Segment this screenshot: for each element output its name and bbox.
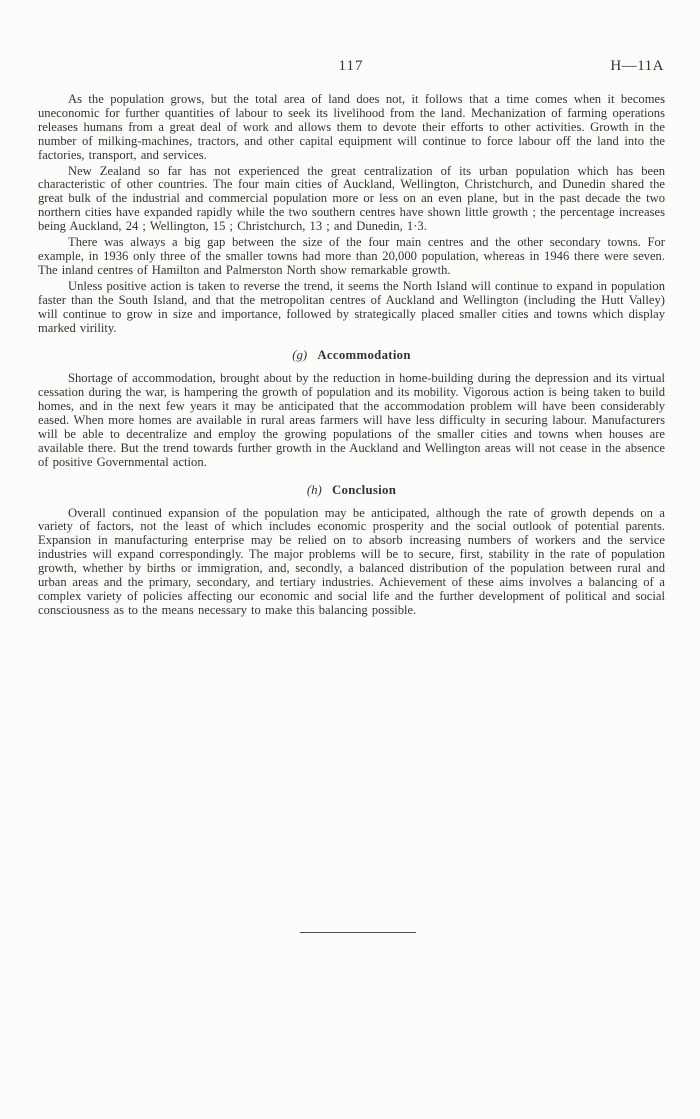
end-divider xyxy=(300,932,416,933)
paragraph-conclusion-1: Overall continued expansion of the population may be anticipated, although the rate of growth depends on a variety of factors, not the least of which includes economic prosperity and the social outlook of potential parents. Expansion in manufacturing enterprise may be relied on to absorb increasing numbers of workers and the service industries will expand correspondingly. The major problems will be to secure, first, stability in the rate of population growth, whether by births or immigration, and, secondly, a balanced distribution of the population between rural and urban areas and the primary, secondary, and tertiary industries. Achievement of these aims involves a balancing of a complex variety of policies affecting our economic and social life and the further development of political and social consciousness as to the means necessary to make this balancing possible. xyxy=(38,505,665,617)
section-title-conclusion: Conclusion xyxy=(331,482,397,497)
paragraph-intro-4: Unless positive action is taken to reverse the trend, it seems the North Island will continue to expand in population faster than the South Island, and that the metropolitan centres of Auckland and Wellington (including the Hutt Valley) will continue to grow in size and importance, followed by strategically placed smaller cities and towns which display marked virility. xyxy=(38,278,665,335)
section-heading-accommodation xyxy=(38,349,665,363)
section-label-g: (g) xyxy=(292,348,308,363)
section-heading-conclusion xyxy=(38,484,665,498)
paragraph-accommodation-1: Shortage of accommodation, brought about by the reduction in home-building during the depression and its virtual cessation during the war, is hampering the growth of population and its mobility. Vigorous action is being taken to build homes, and in the next few years it may be anticipated that the accommodation problem will have been considerably eased. When more homes are available in rural areas farmers will have less difficulty in securing labour. Manufacturers will be able to decentralize and employ the growing populations of the smaller cities and towns when houses are available there. But the trend towards further growth in the Auckland and Wellington areas will not cease in the absence of positive Governmental action. xyxy=(38,371,665,469)
paragraph-intro-1: As the population grows, but the total area of land does not, it follows that a time comes when it becomes uneconomic for further quantities of labour to seek its livelihood from the land. Mechanization of farming operations releases humans from a great deal of work and allows them to devote their efforts to other activities. Growth in the number of milking-machines, tractors, and other capital equipment will continue to force labour off the land into the factories, transport, and services. xyxy=(38,92,665,162)
page-number: 117 xyxy=(338,58,364,74)
paragraph-intro-3: There was always a big gap between the size of the four main centres and the other secondary towns. For example, in 1936 only three of the smaller towns had more than 20,000 population, whereas in 1946 there were seven. The inland centres of Hamilton and Palmerston North show remarkable growth. xyxy=(38,235,665,277)
section-label-h: (h) xyxy=(306,482,322,497)
section-title-accommodation: Accommodation xyxy=(317,348,411,363)
page-header xyxy=(38,58,664,78)
paragraph-intro-2: New Zealand so far has not experienced the great centralization of its urban population which has been characteristic of other countries. The four main cities of Auckland, Wellington, Christchurch, and Dunedin shared the great bulk of the industrial and commercial population more or less on an even plane, but in the past decade the two northern cities have expanded rapidly while the two southern centres have shown little growth ; the percentage increases being Auckland, 24 ; Wellington, 15 ; Christchurch, 13 ; and Dunedin, 1·3. xyxy=(38,163,665,234)
doc-reference: H—11A xyxy=(610,58,664,74)
document-body xyxy=(38,93,665,620)
